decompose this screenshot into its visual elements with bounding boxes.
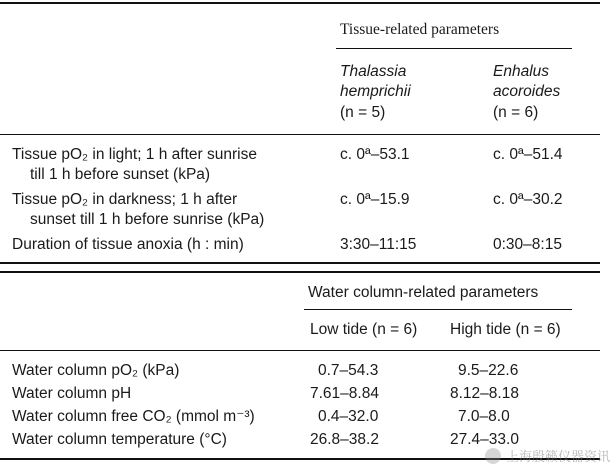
table1-group-header: Tissue-related parameters	[340, 21, 500, 38]
table2-row3-value1: 0.4–32.0	[318, 408, 379, 425]
table2-row3-value2: 7.0–8.0	[458, 408, 510, 425]
table1-top-rule	[0, 2, 600, 4]
table1-col1-line2: hemprichii	[340, 83, 411, 100]
table1-bottom-rule	[0, 262, 600, 264]
table2-row3-label: Water column free CO₂ (mmol m⁻³)	[12, 408, 255, 425]
table1-row2-value1: c. 0ª–15.9	[340, 191, 410, 208]
table2-group-header: Water column-related parameters	[308, 284, 539, 301]
table2-row2-value2: 8.12–8.18	[450, 385, 519, 402]
table1-col2-line1: Enhalus	[493, 63, 550, 80]
table2-header-rule	[0, 350, 600, 351]
table1-row1-label-line2: till 1 h before sunset (kPa)	[30, 166, 211, 183]
table2-row4-label: Water column temperature (°C)	[12, 431, 227, 448]
table2-row1-value2: 9.5–22.6	[458, 362, 519, 379]
table1-row2-label-line1: Tissue pO₂ in darkness; 1 h after	[12, 191, 238, 208]
table2-group-rule	[304, 309, 572, 310]
table1-col2-line2: acoroides	[493, 83, 561, 100]
table1-row2-label-line2: sunset till 1 h before sunrise (kPa)	[30, 211, 265, 228]
table1-row1-value2: c. 0ª–51.4	[493, 146, 563, 163]
table1-row1-value1: c. 0ª–53.1	[340, 146, 410, 163]
wechat-icon	[485, 448, 501, 464]
table1-row3-label: Duration of tissue anoxia (h : min)	[12, 236, 244, 253]
table1-group-rule	[336, 48, 572, 49]
table1-row1-label-line1: Tissue pO₂ in light; 1 h after sunrise	[12, 146, 257, 163]
table2-top-rule	[0, 271, 600, 273]
table2-col2-header: High tide (n = 6)	[450, 321, 561, 338]
table1-row3-value1: 3:30–11:15	[340, 236, 417, 253]
table1-row3-value2: 0:30–8:15	[493, 236, 562, 253]
table1-col1-n: (n = 5)	[340, 104, 386, 121]
table2-row1-label: Water column pO₂ (kPa)	[12, 362, 180, 379]
table1-header-rule	[0, 134, 600, 135]
table1-col2-n: (n = 6)	[493, 104, 539, 121]
table2-col1-header: Low tide (n = 6)	[310, 321, 418, 338]
table2-row4-value2: 27.4–33.0	[450, 431, 519, 448]
watermark	[485, 446, 610, 465]
table2-row4-value1: 26.8–38.2	[310, 431, 379, 448]
table2-row1-value1: 0.7–54.3	[318, 362, 379, 379]
table2-row2-value1: 7.61–8.84	[310, 385, 379, 402]
table1-col1-line1: Thalassia	[340, 63, 407, 80]
table2-row2-label: Water column pH	[12, 385, 132, 402]
watermark-text: 上海殷籁仪器资讯	[505, 450, 610, 465]
table1-row2-value2: c. 0ª–30.2	[493, 191, 563, 208]
